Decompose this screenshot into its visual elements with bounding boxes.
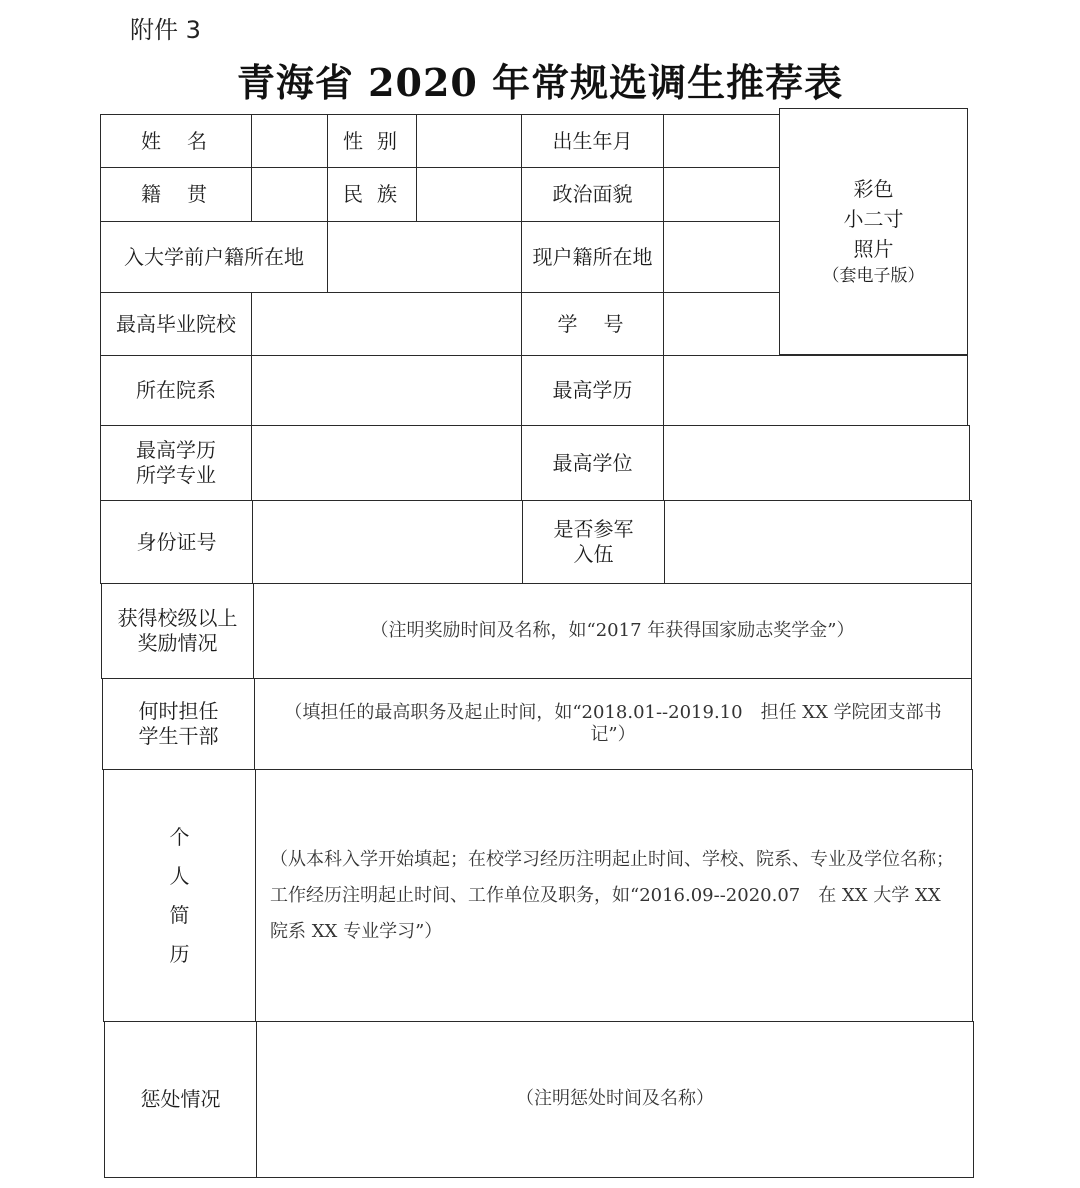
political-status-label: 政治面貌: [521, 167, 664, 222]
major-field[interactable]: [251, 425, 522, 501]
resume-char-4: 历: [169, 941, 190, 966]
name-label: 姓名: [100, 114, 252, 168]
resume-field[interactable]: （从本科入学开始填起；在校学习经历注明起止时间、学校、院系、专业及学位名称；工作经历注明起止时间、工作单位及职务，如“2016.09--2020.07 在 XX 大学 XX 院系 XX 专业学习”）: [255, 769, 973, 1022]
pre-hukou-label: 入大学前户籍所在地: [100, 221, 328, 293]
native-place-label: 籍贯: [100, 167, 252, 222]
highest-degree-field[interactable]: [663, 425, 970, 501]
cadre-label: 何时担任 学生干部: [102, 678, 255, 770]
punishment-label: 惩处情况: [104, 1021, 257, 1178]
highest-education-field[interactable]: [663, 355, 968, 426]
major-label: 最高学历 所学专业: [100, 425, 252, 501]
pre-hukou-field[interactable]: [327, 221, 522, 293]
resume-char-2: 人: [169, 863, 190, 888]
resume-char-1: 个: [169, 824, 190, 849]
form-title: 青海省 2020 年常规选调生推荐表: [236, 60, 844, 105]
department-label: 所在院系: [100, 355, 252, 426]
attachment-label: 附件 3: [130, 16, 201, 44]
highest-degree-label: 最高学位: [521, 425, 664, 501]
cadre-field[interactable]: （填担任的最高职务及起止时间，如“2018.01--2019.10 担任 XX 学院团支部书记”）: [254, 678, 972, 770]
gender-label: 性别: [327, 114, 417, 168]
photo-line-2: 小二寸: [843, 206, 904, 231]
current-hukou-label: 现户籍所在地: [521, 221, 664, 293]
ethnicity-field[interactable]: [416, 167, 522, 222]
ethnicity-label: 民族: [327, 167, 417, 222]
photo-line-3: 照片: [853, 236, 894, 261]
student-id-label: 学号: [521, 292, 664, 356]
department-field[interactable]: [251, 355, 522, 426]
highest-education-label: 最高学历: [521, 355, 664, 426]
punishment-field[interactable]: （注明惩处时间及名称）: [256, 1021, 974, 1178]
id-number-field[interactable]: [252, 500, 523, 584]
birth-label: 出生年月: [521, 114, 664, 168]
awards-field[interactable]: （注明奖励时间及名称，如“2017 年获得国家励志奖学金”）: [253, 583, 972, 679]
id-number-label: 身份证号: [100, 500, 253, 584]
military-service-field[interactable]: [664, 500, 972, 584]
photo-line-4: （套电子版）: [822, 265, 925, 286]
graduate-school-field[interactable]: [251, 292, 522, 356]
photo-line-1: 彩色: [853, 176, 894, 201]
native-place-field[interactable]: [251, 167, 328, 222]
name-field[interactable]: [251, 114, 328, 168]
photo-box[interactable]: [779, 108, 968, 355]
resume-label: [103, 769, 256, 1022]
graduate-school-label: 最高毕业院校: [100, 292, 252, 356]
current-hukou-field[interactable]: [663, 221, 780, 293]
gender-field[interactable]: [416, 114, 522, 168]
student-id-field[interactable]: [663, 292, 780, 356]
awards-label: 获得校级以上 奖励情况: [101, 583, 254, 679]
political-status-field[interactable]: [663, 167, 780, 222]
resume-char-3: 简: [169, 902, 190, 927]
military-service-label: 是否参军 入伍: [522, 500, 665, 584]
birth-field[interactable]: [663, 114, 780, 168]
